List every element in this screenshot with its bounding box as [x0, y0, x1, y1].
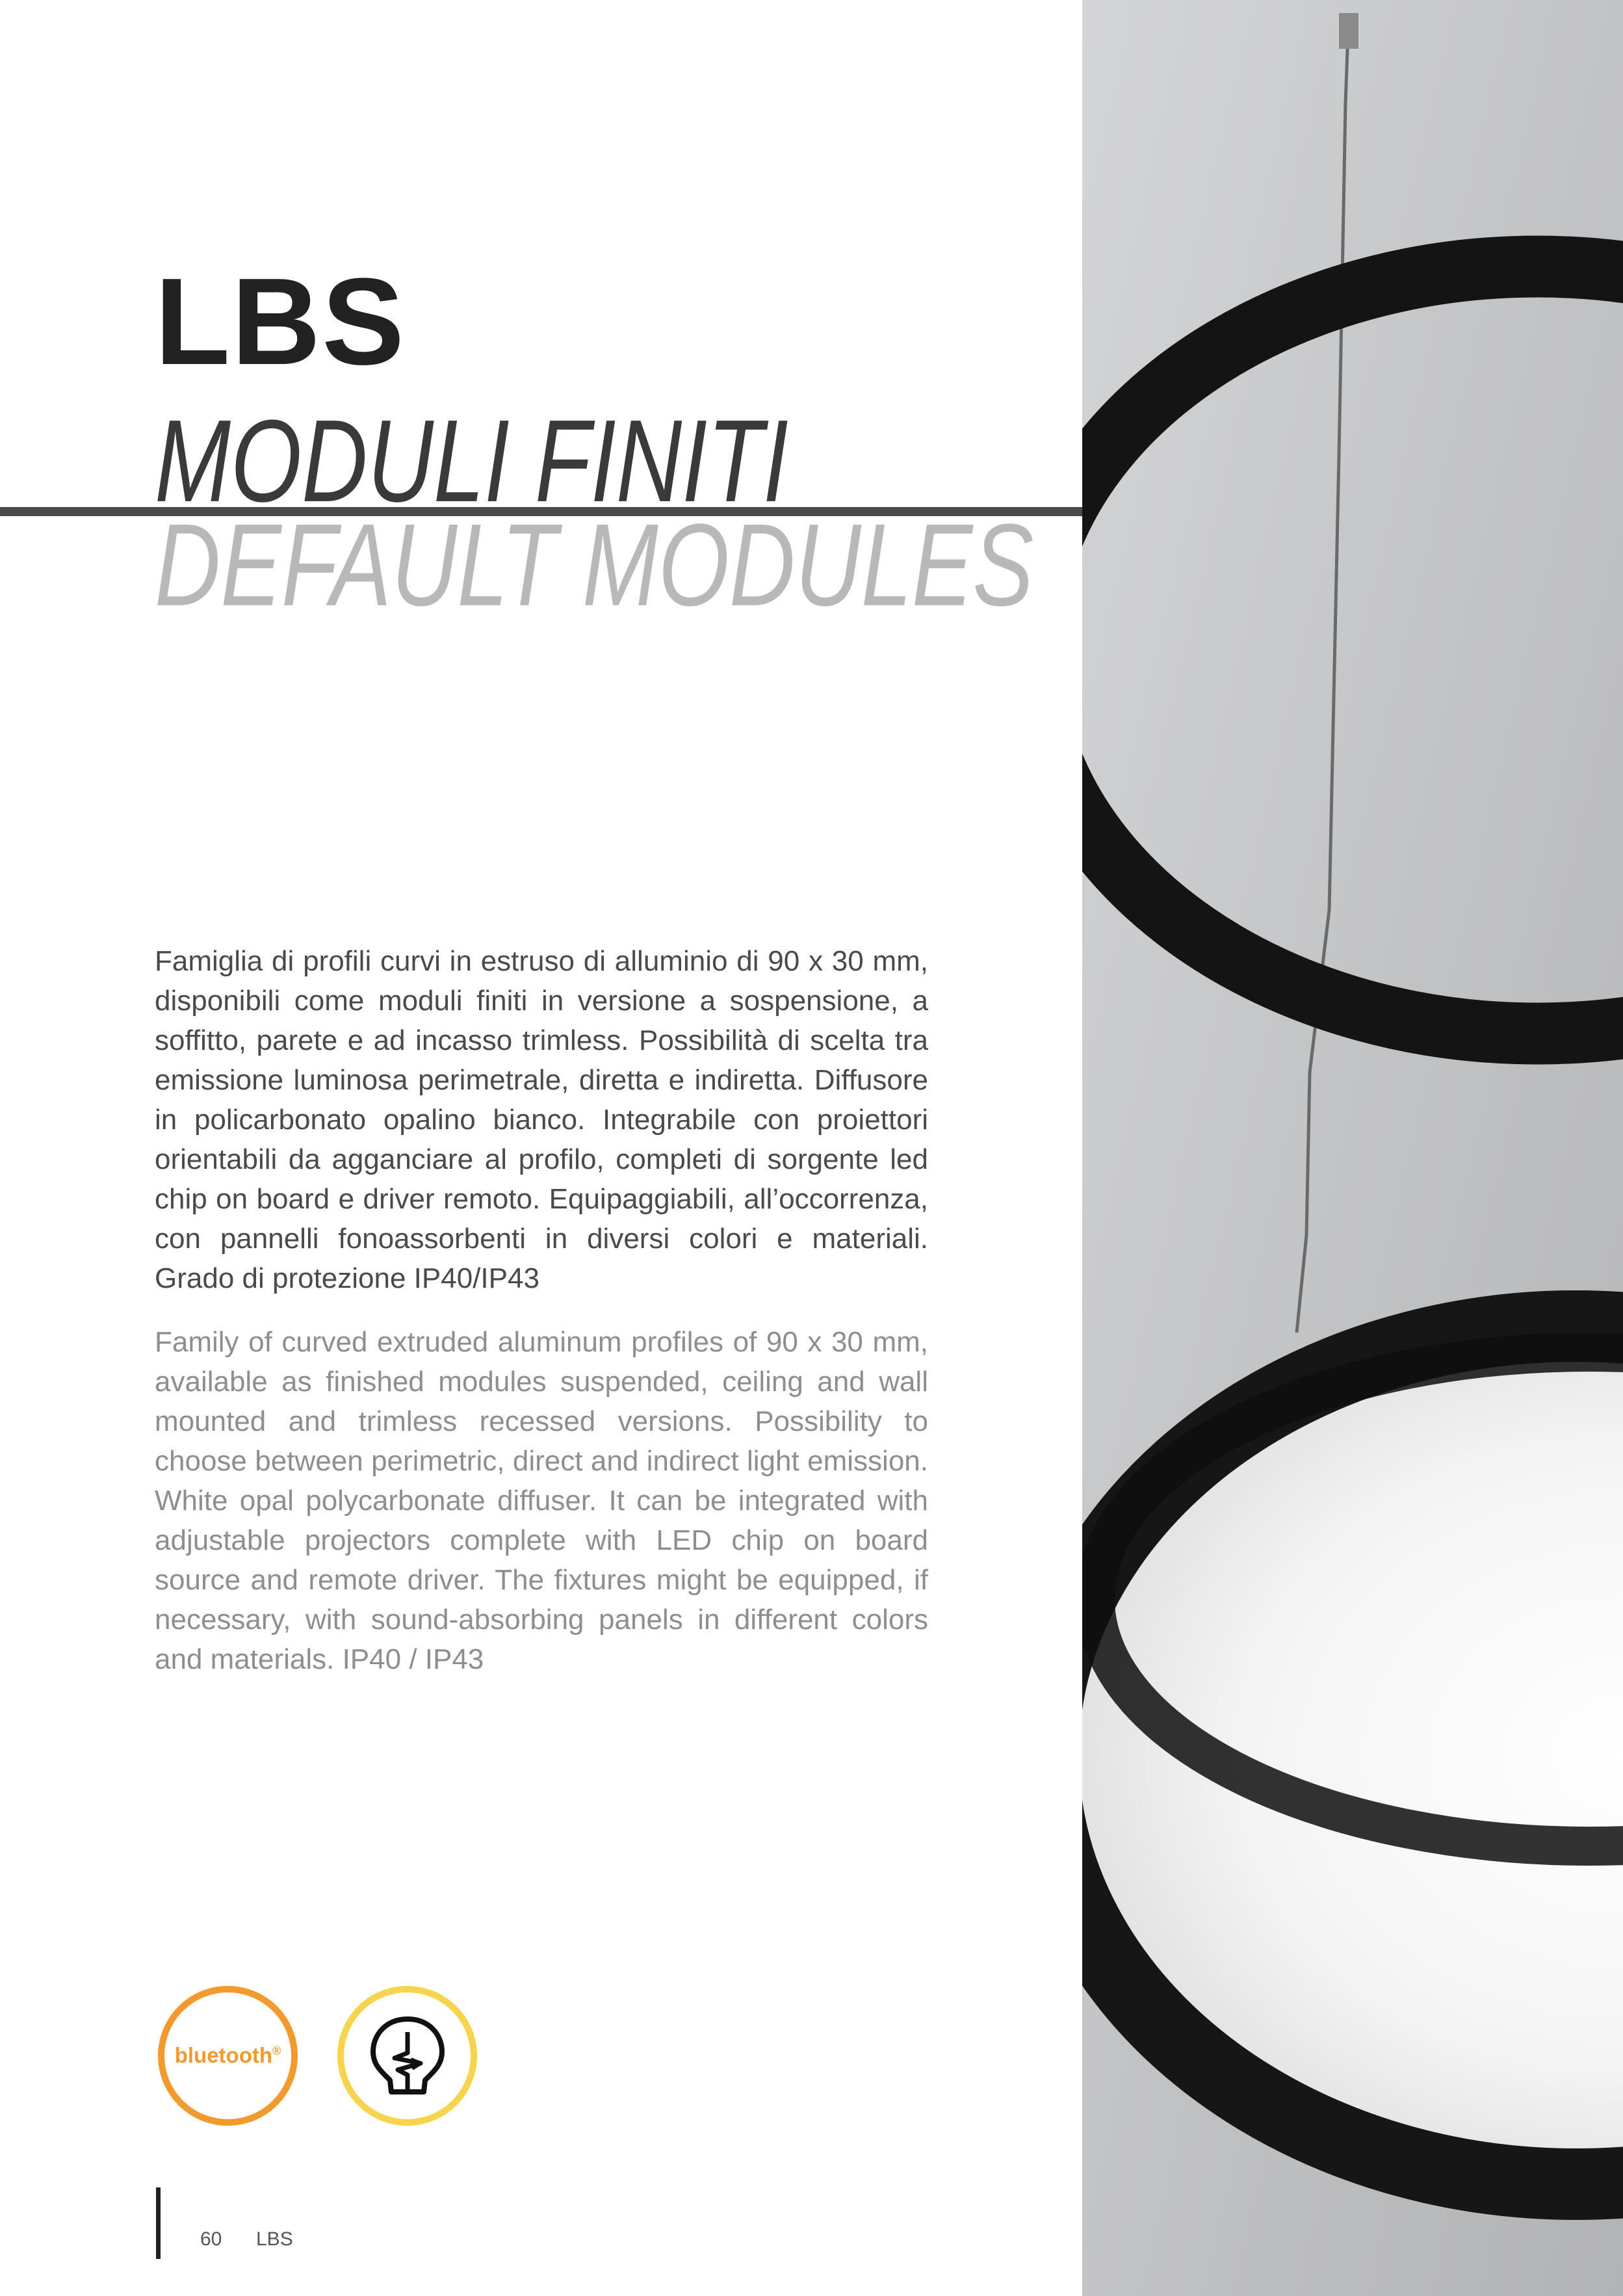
subtitle-italian: MODULI FINITI	[155, 396, 788, 527]
product-photo	[1082, 0, 1623, 2296]
page-number: 60	[200, 2228, 222, 2250]
footer-product-name: LBS	[256, 2228, 293, 2250]
page-title: LBS	[155, 253, 406, 391]
bluetooth-badge	[158, 1986, 298, 2126]
description-english: Family of curved extruded aluminum profiles of 90 x 30 mm, available as finished modules suspended, ceiling and wall mounted and trimless recessed versions. Possibility to choose between perimetric, direct and indirect light emission. White opal polycarbonate diffuser. It can be integrated with adjustable projectors complete with LED chip on board source and remote driver. The fixtures might be equipped, if necessary, with sound-absorbing panels in different colors and materials. IP40 / IP43	[155, 1326, 928, 1675]
footer-marker	[156, 2187, 161, 2259]
dimmable-bulb-icon	[359, 2007, 456, 2105]
dimmable-bulb-badge	[337, 1986, 477, 2126]
registered-mark: ®	[272, 2044, 281, 2057]
subtitle-english: DEFAULT MODULES	[155, 500, 1034, 631]
description-italian: Famiglia di profili curvi in estruso di alluminio di 90 x 30 mm, disponibili come moduli finiti in versione a sospensione, a soffitto, parete e ad incasso trimless. Possibilità di scelta tra emissione luminosa perimetrale, diretta e indiretta. Diffusore in policarbonato opalino bianco. Integrabile con proiettori orientabili da agganciare al profilo, completi di sorgente led chip on board e driver remoto. Equipaggiabili, all’occorrenza, con pannelli fonoassorbenti in diversi colori e materiali. Grado di protezione IP40/IP43	[155, 945, 928, 1294]
bluetooth-label: bluetooth®	[174, 2043, 281, 2067]
